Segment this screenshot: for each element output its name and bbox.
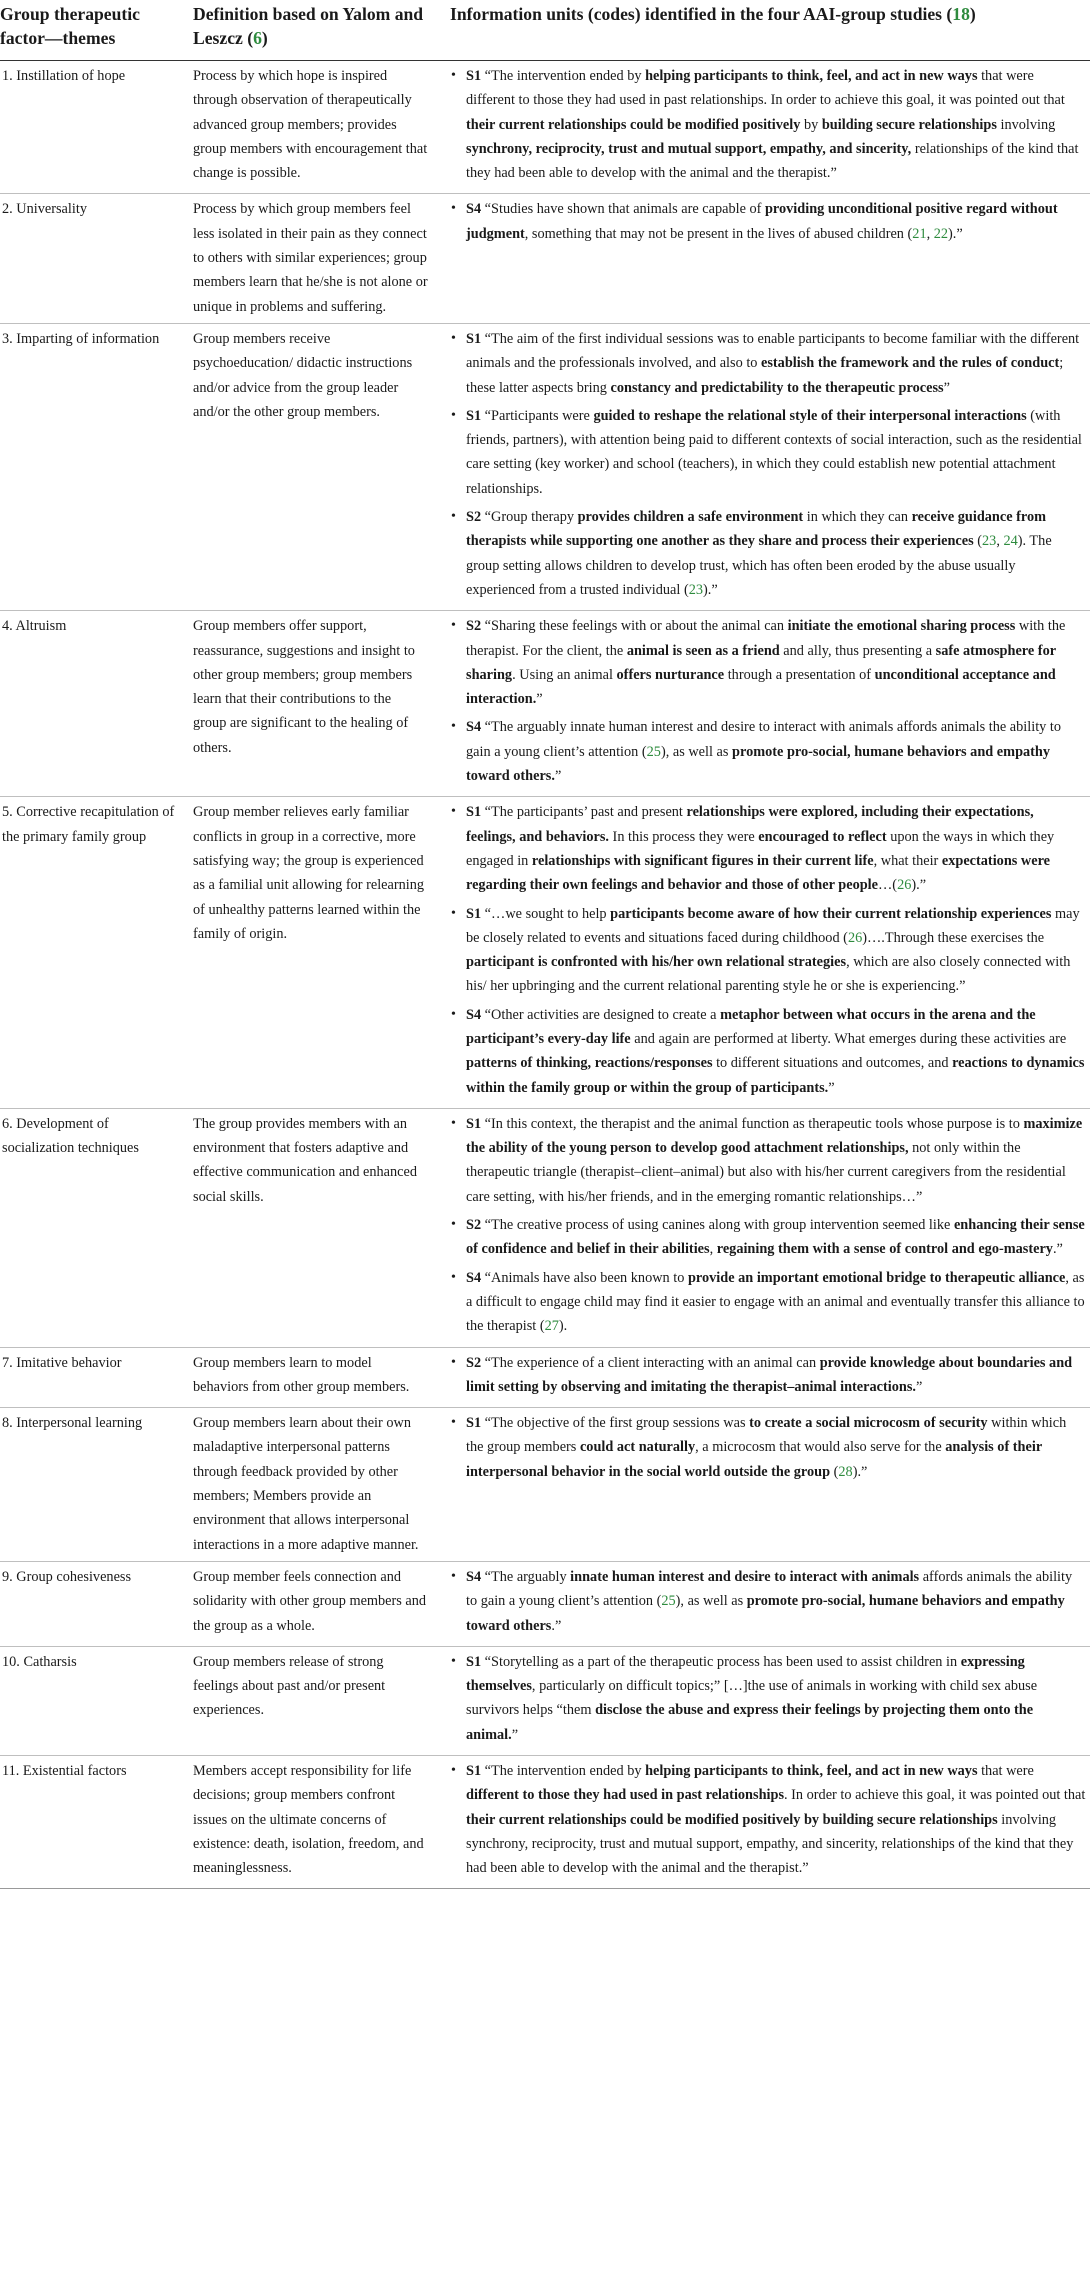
quote-text: in which they can — [803, 509, 912, 526]
emphasis-text: maximize the ability of the young person to develop good attachment relationships, — [466, 1115, 1083, 1157]
quote-text: “The experience of a client interacting with an animal can — [481, 1354, 820, 1371]
quote-text: ” — [828, 1079, 835, 1096]
emphasis-text: their current relationships could be modified positively by building secure relationships — [466, 1811, 998, 1828]
information-unit — [450, 1565, 1086, 1638]
citation-link[interactable]: 27 — [544, 1318, 559, 1335]
emphasis-text: disclose the abuse and express their feelings by projecting them onto the animal. — [466, 1702, 1034, 1743]
quote-text: relationships of the kind that they had been able to develop with the animal and the therapist.” — [466, 140, 1079, 182]
header-factor-label: Group therapeutic factor—themes — [0, 4, 140, 48]
emphasis-text: S1 — [466, 407, 482, 424]
information-units-list — [450, 1759, 1086, 1880]
emphasis-text: S4 — [466, 1568, 482, 1585]
emphasis-text: reactions to dynamics within the family group or within the group of participants. — [466, 1055, 1085, 1096]
header-definition: Definition based on Yalom and Leszcz (6) — [185, 0, 440, 61]
quote-text: “The intervention ended by — [481, 1763, 646, 1779]
quote-text: ), as well as — [675, 1593, 747, 1610]
quote-text: , — [996, 533, 1004, 550]
quote-text: ” — [915, 1378, 923, 1395]
factor-cell: 3. Imparting of information — [2, 330, 160, 347]
emphasis-text: could act naturally — [579, 1439, 696, 1456]
quote-text: , as a difficult to engage child may find it easier to engage with an animal and eventually transfer this alliance to the therapist ( — [466, 1269, 1085, 1335]
information-units-cell — [440, 611, 1090, 797]
factor-cell: 9. Group cohesiveness — [2, 1568, 132, 1585]
quote-text: “The arguably — [481, 1568, 571, 1585]
table-row — [0, 61, 1090, 194]
information-units-cell — [440, 1756, 1090, 1889]
information-unit — [450, 715, 1086, 788]
emphasis-text: expressing themselves — [466, 1653, 1025, 1695]
header-units-ref[interactable]: 18 — [952, 4, 970, 24]
information-units-cell — [440, 1408, 1090, 1562]
emphasis-text: synchrony, reciprocity, trust and mutual support, empathy, and sincerity, — [466, 140, 912, 157]
quote-text: by — [800, 116, 822, 133]
emphasis-text: S1 — [466, 1763, 482, 1779]
emphasis-text: unconditional acceptance and interaction. — [466, 666, 1056, 708]
quote-text: . Using an animal — [512, 666, 617, 683]
emphasis-text: S1 — [466, 330, 482, 347]
quote-text: “Participants were — [481, 407, 594, 424]
quote-text: In this process they were — [608, 828, 759, 845]
emphasis-text: S1 — [466, 1653, 482, 1670]
information-unit — [450, 1411, 1086, 1484]
emphasis-text: constancy and predictability to the therapeutic process — [610, 379, 944, 396]
quote-text: , what their — [873, 852, 942, 869]
information-units-list — [450, 64, 1086, 185]
citation-link[interactable]: 21 — [912, 225, 927, 242]
quote-text: …( — [878, 877, 898, 894]
quote-text: ( — [973, 533, 983, 550]
emphasis-text: S1 — [466, 68, 482, 84]
emphasis-text: participant is confronted with his/her own relational strategies — [466, 954, 847, 971]
emphasis-text: metaphor between what occurs in the arena and the participant’s every-day life — [466, 1006, 1036, 1047]
header-factor — [0, 0, 185, 61]
quote-text: ( — [830, 1463, 839, 1480]
emphasis-text: S2 — [466, 1217, 482, 1234]
quote-text: “Storytelling as a part of the therapeutic process has been used to assist children in — [481, 1653, 961, 1670]
definition-cell: Group members learn to model behaviors from other group members. — [193, 1354, 410, 1395]
table-header-row — [0, 0, 1090, 61]
citation-link[interactable]: 25 — [661, 1593, 676, 1610]
factor-cell: 1. Instillation of hope — [2, 68, 126, 84]
emphasis-text: S4 — [466, 1269, 482, 1286]
table-row — [0, 1108, 1090, 1347]
table-row — [0, 194, 1090, 323]
quote-text: may be closely related to events and situations faced during childhood ( — [466, 905, 1080, 946]
information-unit — [450, 64, 1086, 185]
emphasis-text: safe atmosphere for sharing — [466, 642, 1056, 683]
quote-text: with the therapist. For the client, the — [466, 618, 1066, 659]
emphasis-text: S2 — [466, 618, 482, 635]
information-unit — [450, 1759, 1086, 1880]
table-row — [0, 797, 1090, 1109]
emphasis-text: initiate the emotional sharing process — [787, 618, 1016, 635]
definition-cell: Group members learn about their own maladaptive interpersonal patterns through feedback provided by other members; Members provide an environment that allows interpersonal interactions in a more adaptive manner. — [193, 1415, 419, 1553]
definition-cell: Group members release of strong feelings about past and/or present experiences. — [193, 1653, 386, 1719]
factor-cell: 5. Corrective recapitulation of the primary family group — [2, 804, 175, 845]
emphasis-text: providing unconditional positive regard without judgment — [466, 201, 1058, 242]
quote-text: ).” — [703, 581, 718, 598]
quote-text: involving — [996, 116, 1056, 133]
emphasis-text: expectations were regarding their own feelings and behavior and those of other people — [466, 852, 1051, 894]
information-units-cell — [440, 1646, 1090, 1755]
citation-link[interactable]: 26 — [897, 877, 912, 894]
emphasis-text: S4 — [466, 201, 482, 218]
quote-text: “Animals have also been known to — [481, 1269, 688, 1286]
information-units-cell — [440, 61, 1090, 194]
header-definition-ref[interactable]: 6 — [253, 28, 262, 48]
quote-text: ).” — [911, 877, 927, 894]
definition-cell: Group member relieves early familiar conflicts in group in a corrective, more satisfying way; the group is experienced as a familial unit allowing for relearning of unhealthy patterns learned within the family of origin. — [193, 804, 425, 942]
definition-cell: Members accept responsibility for life decisions; group members confront issues on the ultimate concerns of existence: death, isolation, freedom, and meaninglessness. — [193, 1763, 424, 1877]
definition-cell: Group members receive psychoeducation/ didactic instructions and/or advice from the group leader and/or the other group members. — [193, 330, 413, 420]
emphasis-text: relationships with significant figures in their current life — [531, 852, 874, 869]
quote-text: “In this context, the therapist and the animal function as therapeutic tools whose purpose is to — [481, 1115, 1024, 1132]
emphasis-text: their current relationships could be modified positively — [466, 116, 801, 133]
emphasis-text: S2 — [466, 509, 482, 526]
information-unit — [450, 614, 1086, 711]
quote-text: “The creative process of using canines along with group intervention seemed like — [481, 1217, 954, 1234]
emphasis-text: relationships were explored, including their expectations, feelings, and behaviors. — [466, 804, 1034, 845]
quote-text: to different situations and outcomes, and — [712, 1055, 953, 1072]
quote-text: “Sharing these feelings with or about the animal can — [481, 618, 788, 635]
information-units-list — [450, 197, 1086, 246]
emphasis-text: offers nurturance — [616, 666, 725, 683]
information-unit — [450, 1213, 1086, 1262]
emphasis-text: enhancing their sense of confidence and belief in their abilities — [466, 1217, 1085, 1258]
quote-text: affords animals the ability to gain a young client’s attention ( — [466, 1568, 1073, 1610]
emphasis-text: helping participants to think, feel, and act in new ways — [645, 68, 978, 84]
information-unit — [450, 197, 1086, 246]
quote-text: “The objective of the first group sessions was — [481, 1415, 750, 1432]
quote-text: ” — [554, 768, 562, 785]
emphasis-text: provide knowledge about boundaries and limit setting by observing and imitating the therapist–animal interactions. — [466, 1354, 1073, 1395]
emphasis-text: animal is seen as a friend — [626, 642, 780, 659]
definition-cell: The group provides members with an environment that fosters adaptive and effective communication and enhanced social skills. — [193, 1115, 418, 1205]
information-units-cell — [440, 1561, 1090, 1646]
quote-text: , — [709, 1241, 717, 1258]
emphasis-text: S1 — [466, 804, 482, 821]
emphasis-text: promote pro-social, humane behaviors and empathy toward others — [466, 1593, 1065, 1634]
quote-text: involving synchrony, reciprocity, trust and mutual support, empathy, and sincerity, relationships of the kind that they had been able to develop with the animal and the therapist.” — [466, 1811, 1074, 1877]
quote-text: ” — [943, 379, 950, 396]
factor-cell: 8. Interpersonal learning — [2, 1415, 143, 1432]
table-row — [0, 1646, 1090, 1755]
emphasis-text: S4 — [466, 719, 482, 736]
emphasis-text: S4 — [466, 1006, 482, 1023]
citation-link[interactable]: 22 — [933, 225, 949, 242]
quote-text: ), as well as — [660, 743, 733, 760]
header-information-units: Information units (codes) identified in the four AAI-group studies (18) — [440, 0, 1090, 61]
emphasis-text: S1 — [466, 905, 482, 922]
emphasis-text: promote pro-social, humane behaviors and empathy toward others. — [466, 743, 1051, 785]
information-units-list — [450, 1411, 1086, 1484]
emphasis-text: provides children a safe environment — [577, 509, 804, 526]
quote-text: “The intervention ended by — [481, 68, 646, 84]
information-unit — [450, 1112, 1086, 1209]
emphasis-text: building secure relationships — [821, 116, 997, 133]
quote-text: that were different to those they had used in past relationships. In order to achieve this goal, it was pointed out that — [466, 68, 1065, 109]
quote-text: .” — [1052, 1241, 1063, 1258]
quote-text: ).” — [852, 1463, 868, 1480]
information-unit — [450, 404, 1086, 501]
information-units-list — [450, 1351, 1086, 1400]
emphasis-text: S1 — [466, 1115, 482, 1132]
factor-cell: 11. Existential factors — [2, 1763, 127, 1779]
quote-text: , particularly on difficult topics;” […]the use of animals in working with child sex abuse survivors helps “them — [466, 1678, 1038, 1719]
emphasis-text: provide an important emotional bridge to therapeutic alliance — [687, 1269, 1066, 1286]
emphasis-text: to create a social microcosm of security — [749, 1415, 988, 1432]
information-units-list — [450, 327, 1086, 602]
information-unit — [450, 1351, 1086, 1400]
information-units-cell — [440, 323, 1090, 610]
factor-cell: 4. Altruism — [2, 618, 67, 635]
quote-text: ” — [511, 1726, 519, 1743]
emphasis-text: patterns of thinking, reactions/responses — [466, 1055, 713, 1072]
quote-text: , something that may not be present in the lives of abused children ( — [524, 225, 913, 242]
information-unit — [450, 505, 1086, 602]
quote-text: , — [926, 225, 934, 242]
citation-link[interactable]: 23 — [982, 533, 997, 550]
table-row — [0, 323, 1090, 610]
emphasis-text: helping participants to think, feel, and act in new ways — [645, 1763, 978, 1779]
quote-text: “Other activities are designed to create a — [481, 1006, 721, 1023]
factor-cell: 7. Imitative behavior — [2, 1354, 122, 1371]
definition-cell: Group members offer support, reassurance, suggestions and insight to other group members; group members learn that their contributions to the group are significant to the healing of others. — [193, 618, 415, 756]
information-units-list — [450, 1112, 1086, 1339]
citation-link[interactable]: 24 — [1003, 533, 1018, 550]
quote-text: not only within the therapeutic triangle (therapist–client–animal) but also with his/her current caregivers from the residential care setting, with his/her friends, and in the emerging romantic relationships…” — [466, 1140, 1066, 1205]
quote-text: “The participants’ past and present — [481, 804, 687, 821]
quote-text: within which the group members — [466, 1415, 1067, 1456]
definition-cell: Process by which hope is inspired through observation of therapeutically advanced group members; provides group members with encouragement that change is possible. — [193, 68, 428, 182]
information-units-cell — [440, 1347, 1090, 1408]
information-units-cell — [440, 797, 1090, 1109]
information-units-list — [450, 614, 1086, 788]
emphasis-text: establish the framework and the rules of conduct — [761, 355, 1060, 372]
table-body — [0, 61, 1090, 1889]
information-units-list — [450, 1650, 1086, 1747]
citation-link[interactable]: 26 — [847, 929, 863, 946]
quote-text: “…we sought to help — [481, 905, 611, 922]
emphasis-text: different to those they had used in past relationships — [466, 1787, 785, 1804]
quote-text: “The aim of the first individual sessions was to enable participants to become familiar with the different animals and the professionals involved, and also to — [466, 330, 1080, 372]
quote-text: ; these latter aspects bring — [466, 355, 1064, 396]
citation-link[interactable]: 23 — [688, 581, 704, 598]
quote-text: and again are performed at liberty. What emerges during these activities are — [630, 1030, 1067, 1047]
quote-text: ). The group setting allows children to develop trust, which has often been eroded by the abuse usually experienced from a trusted individual ( — [466, 533, 1052, 598]
factor-cell: 6. Development of socialization techniques — [2, 1115, 139, 1157]
table-row — [0, 1408, 1090, 1562]
information-unit — [450, 327, 1086, 400]
definition-cell: Group member feels connection and solidarity with other group members and the group as a whole. — [193, 1568, 427, 1634]
factor-cell: 10. Catharsis — [2, 1653, 77, 1670]
citation-link[interactable]: 25 — [646, 743, 661, 760]
quote-text: , a microcosm that would also serve for the — [695, 1439, 946, 1456]
quote-text: ). — [558, 1318, 568, 1335]
information-units-list — [450, 1565, 1086, 1638]
quote-text: ” — [536, 691, 543, 708]
information-unit — [450, 1003, 1086, 1100]
emphasis-text: encouraged to reflect — [758, 828, 887, 845]
quote-text: .” — [551, 1617, 562, 1634]
emphasis-text: analysis of their interpersonal behavior in the social world outside the group — [466, 1439, 1042, 1480]
emphasis-text: regaining them with a sense of control and ego-mastery — [716, 1241, 1053, 1258]
table-row — [0, 611, 1090, 797]
quote-text: )….Through these exercises the — [862, 929, 1045, 946]
table-row — [0, 1756, 1090, 1889]
quote-text: ).” — [948, 225, 963, 242]
information-unit — [450, 1650, 1086, 1747]
information-unit — [450, 1266, 1086, 1339]
quote-text: “Group therapy — [481, 509, 578, 526]
quote-text: upon the ways in which they engaged in — [466, 828, 1055, 869]
factor-cell: 2. Universality — [2, 201, 87, 218]
information-units-cell — [440, 1108, 1090, 1347]
information-units-list — [450, 800, 1086, 1100]
information-units-cell — [440, 194, 1090, 323]
emphasis-text: receive guidance from therapists while supporting one another as they share and process their experiences — [466, 509, 1047, 550]
emphasis-text: S2 — [466, 1354, 482, 1371]
information-unit — [450, 902, 1086, 999]
information-unit — [450, 800, 1086, 897]
quote-text: (with friends, partners), with attention being paid to different contexts of social interaction, such as the residential care setting (key worker) and school (teachers), in which they could establish new potential attachment relationships. — [466, 407, 1082, 497]
quote-text: “The arguably innate human interest and desire to interact with animals affords animals the ability to gain a young client’s attention ( — [466, 719, 1062, 760]
quote-text: . In order to achieve this goal, it was pointed out that — [784, 1787, 1086, 1804]
table-row — [0, 1347, 1090, 1408]
quote-text: “Studies have shown that animals are capable of — [481, 201, 765, 218]
quote-text: through a presentation of — [724, 666, 875, 683]
table-row — [0, 1561, 1090, 1646]
citation-link[interactable]: 28 — [838, 1463, 853, 1480]
quote-text: and ally, thus presenting a — [779, 642, 936, 659]
emphasis-text: guided to reshape the relational style of their interpersonal interactions — [593, 407, 1027, 424]
emphasis-text: S1 — [466, 1415, 482, 1432]
definition-cell: Process by which group members feel less isolated in their pain as they connect to others with similar experiences; group members learn that he/she is not alone or unique in problems and suffering. — [193, 201, 428, 315]
quote-text: , which are also closely connected with his/ her upbringing and the current relational parenting style he or she is experiencing.” — [466, 954, 1071, 995]
emphasis-text: innate human interest and desire to interact with animals — [570, 1568, 920, 1585]
quote-text: that were — [977, 1763, 1034, 1779]
emphasis-text: participants become aware of how their current relationship experiences — [610, 905, 1052, 922]
